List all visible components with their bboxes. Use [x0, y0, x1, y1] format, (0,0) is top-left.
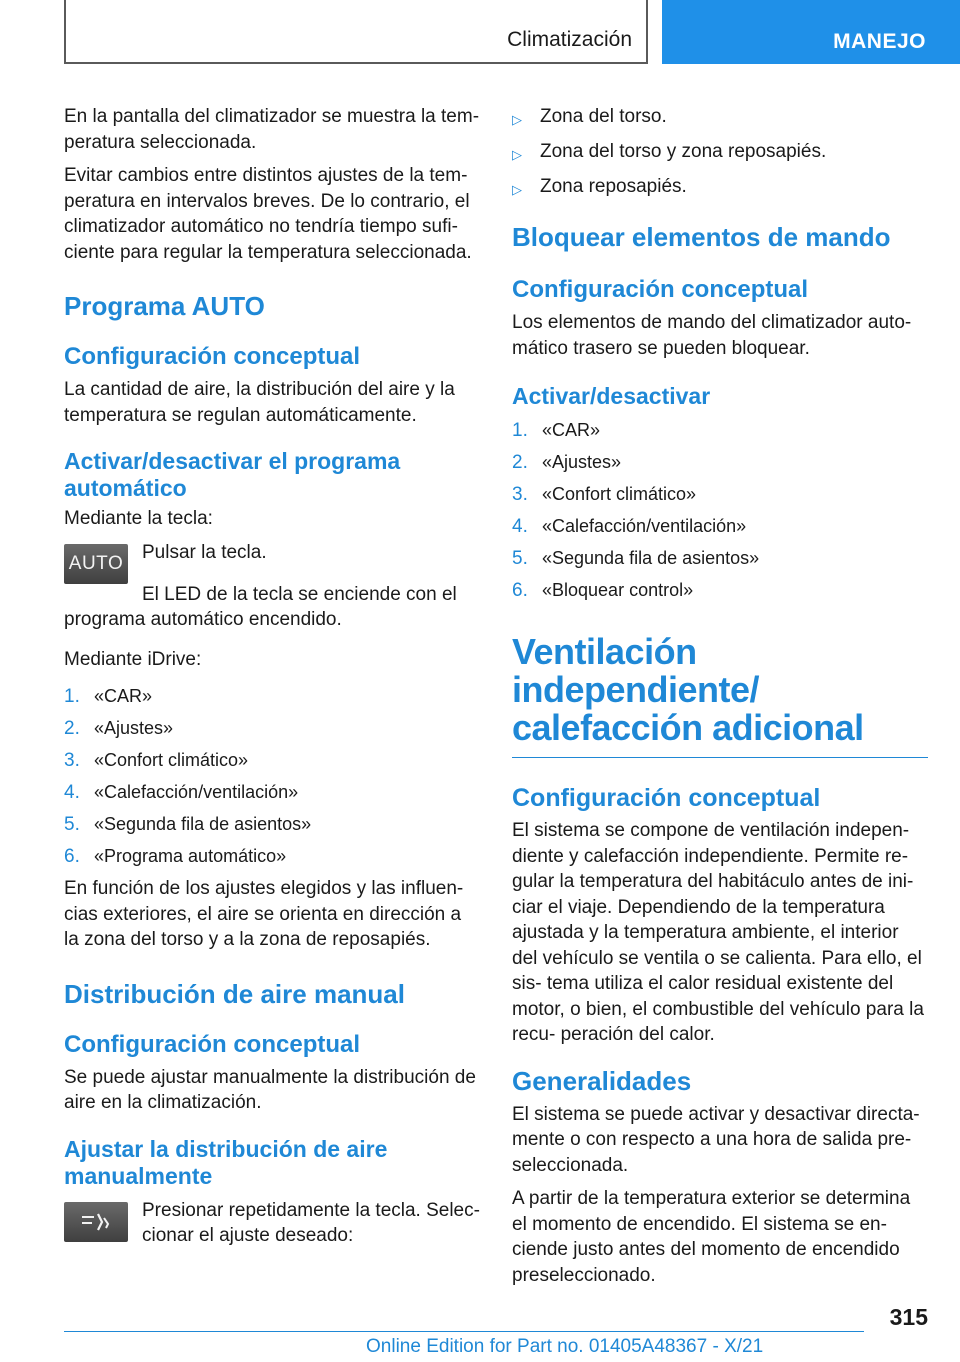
led-text: El LED de la tecla se enciende con el programa automático encendido. [64, 583, 457, 630]
heading-bloquear: Bloquear elementos de mando [512, 222, 891, 252]
chapter-tab[interactable]: MANEJO [662, 0, 960, 64]
heading-config-1: Configuración conceptual [64, 343, 361, 370]
config-4-text: El sistema se compone de ventilación indepen‐ diente y calefacción independiente. Permite re‐ gular la temperatura del habitáculo antes de ini‐ ciar el viaje. Dependiendo de la temperatura ajustada y la temperatura ambiente, el interior del vehículo se ventila o se calienta. Para ello, el sis‐ tema utiliza el calor residual existente del motor, o bien, el combustible del vehículo para la recu‐ peración del calor. [512, 820, 924, 1045]
list-item: ▷ Zona reposapiés. [512, 174, 928, 202]
heading-ventilacion: Ventilación independiente/ calefacción adicional [512, 631, 864, 748]
heading-activar-programa: Activar/desactivar el programa automático [64, 448, 401, 501]
auto-key-icon: AUTO [64, 544, 128, 584]
triangle-bullet-icon: ▷ [512, 147, 522, 162]
heading-config-3: Configuración conceptual [512, 276, 809, 303]
left-column [64, 104, 480, 1257]
heading-ajustar: Ajustar la distribución de aire manualmente [64, 1135, 388, 1189]
list-item: 6. «Bloquear control» [512, 580, 694, 601]
list-item: 3. «Confort climático» [512, 484, 697, 505]
general-paragraph-1: El sistema se puede activar y desactivar directa‐ mente o con respecto a una hora de salida pre‐ seleccionada. [512, 1103, 920, 1176]
config-1-text: La cantidad de aire, la distribución del aire y la temperatura se regulan automáticamente. [64, 379, 455, 426]
list-item: 2. «Ajustes» [64, 718, 174, 739]
heading-generalidades: Generalidades [512, 1065, 692, 1096]
config-2-text: Se puede ajustar manualmente la distribución de aire en la climatización. [64, 1066, 476, 1113]
section-divider [512, 757, 928, 758]
auto-key-row [64, 540, 480, 584]
list-item: ▷ Zona del torso y zona reposapiés. [512, 139, 928, 167]
list-item: 4. «Calefacción/ventilación» [512, 516, 747, 537]
page-number: 315 [889, 1304, 928, 1330]
mediante-idrive-text: Mediante iDrive: [64, 648, 202, 670]
list-item: 1. «CAR» [512, 420, 601, 441]
list-item: 5. «Segunda fila de asientos» [512, 548, 760, 569]
footer-edition-text: Online Edition for Part no. 01405A48367 - X/21 [366, 1336, 764, 1357]
triangle-bullet-icon: ▷ [512, 112, 522, 127]
heading-programa-auto: Programa AUTO [64, 291, 265, 321]
list-item: 4. «Calefacción/ventilación» [64, 782, 299, 803]
heading-distribucion: Distribución de aire manual [64, 978, 405, 1009]
heading-config-2: Configuración conceptual [64, 1030, 361, 1058]
idrive-steps-list [64, 684, 480, 869]
config-3-text: Los elementos de mando del climatizador auto‐ mático trasero se pueden bloquear. [512, 312, 912, 359]
air-distribution-icon [64, 1202, 128, 1242]
triangle-bullet-icon: ▷ [512, 182, 522, 197]
heading-config-4: Configuración conceptual [512, 784, 821, 812]
right-column [512, 104, 928, 1296]
list-item: 2. «Ajustes» [512, 452, 622, 473]
footer-divider [64, 1331, 864, 1332]
general-paragraph-2: A partir de la temperatura exterior se determina el momento de encendido. El sistema se en‐ ciende justo antes del momento de encendido preseleccionado. [512, 1188, 911, 1286]
list-item: 3. «Confort climático» [64, 750, 249, 771]
zone-list [512, 104, 928, 202]
air-key-row [64, 1198, 480, 1249]
list-item: ▷ Zona del torso. [512, 104, 928, 132]
intro-paragraph-1: En la pantalla del climatizador se muestra la tem‐ peratura seleccionada. [64, 106, 480, 153]
presionar-text: Presionar repetidamente la tecla. Selec‐ cionar el ajuste deseado: [142, 1199, 480, 1246]
section-title: Climatización [507, 28, 632, 51]
list-item: 1. «CAR» [64, 686, 153, 707]
bloquear-steps-list [512, 418, 928, 603]
intro-paragraph-2: Evitar cambios entre distintos ajustes de la tem‐ peratura en intervalos breves. De lo contrario, el climatizador automático no tendría tiempo sufi‐ ciente para regular la temperatura seleccionada. [64, 165, 472, 263]
list-item: 5. «Segunda fila de asientos» [64, 814, 312, 835]
mediante-tecla-text: Mediante la tecla: [64, 508, 213, 529]
heading-activar: Activar/desactivar [512, 383, 711, 409]
funcion-text: En función de los ajustes elegidos y las influen‐ cias exteriores, el aire se orienta en dirección a la zona del torso y a la zona de reposapiés. [64, 878, 464, 950]
pulsar-tecla-text: Pulsar la tecla. [142, 541, 267, 563]
list-item: 6. «Programa automático» [64, 846, 287, 867]
